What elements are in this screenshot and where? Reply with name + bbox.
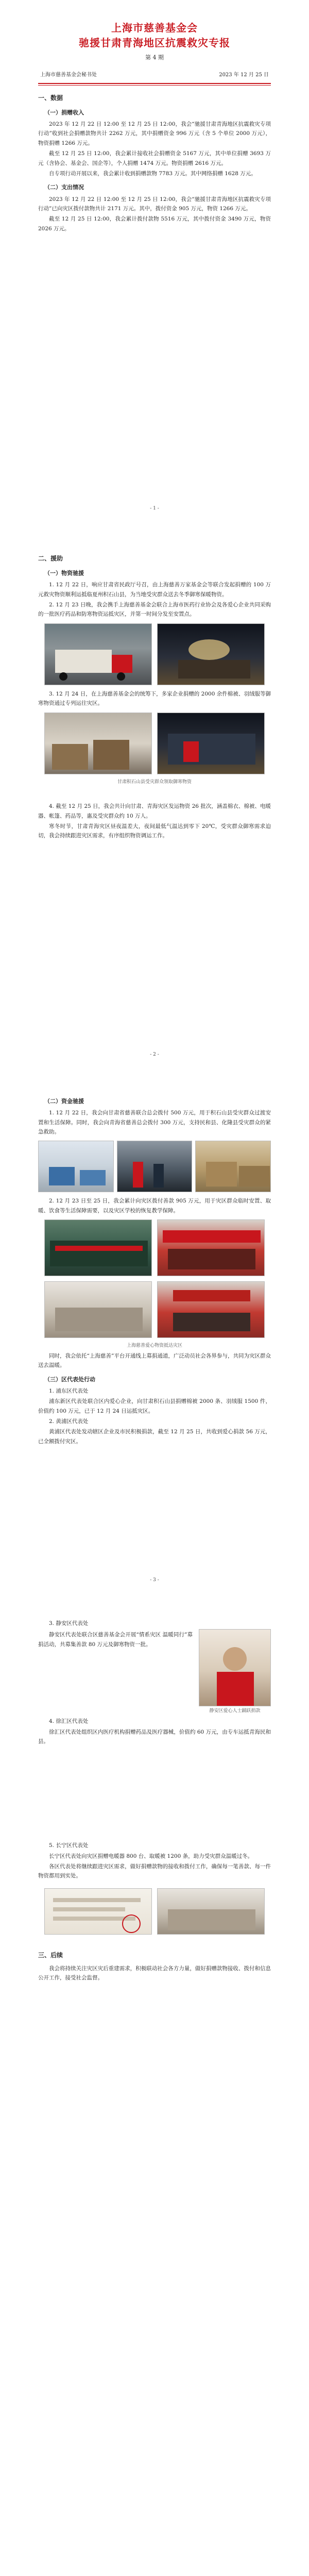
paragraph: 1. 12 月 22 日，响应甘肃省民政厅号召，由上海慈善万家基金会等联合发起捐赠的 100 万元救灾物资顺利运抵临夏州积石山县，为当地受灾群众送去冬季御寒保暖物资。 <box>38 582 271 598</box>
photo-receipt <box>44 1888 152 1935</box>
photo-distribution <box>117 1141 193 1192</box>
paragraph: 4. 徐汇区代表处 <box>49 1718 89 1725</box>
page-3 <box>21 1072 288 1597</box>
page-number: - 2 - <box>150 1052 159 1058</box>
publisher-row <box>38 71 271 82</box>
paragraph: 3. 12 月 24 日，在上海慈善基金会的统筹下，多家企业捐赠的 2000 余件棉被、羽绒服等御寒物资通过专列运往灾区。 <box>38 690 271 707</box>
paragraph: 静安区代表处联合区慈善基金会开展“情系灾区 温暖同行”募捐活动，共募集善款 80 万元及御寒物资一批。 <box>38 1632 193 1648</box>
report-title: 驰援甘肃青海地区抗震救灾专报 <box>79 37 230 49</box>
page-1 <box>21 0 288 526</box>
subheading-goods: （一）物资驰援 <box>44 570 84 577</box>
paragraph: 截至 12 月 25 日 12:00，我会累计拨付款物 5516 万元，其中拨付资金 3490 万元，物资 2026 万元。 <box>38 216 271 232</box>
photo-warehouse <box>44 713 152 774</box>
paragraph: 1. 12 月 22 日，我会向甘肃省慈善联合总会拨付 500 万元，用于积石山县受灾群众过渡安置和生活保障。同时，我会向青海省慈善总会拨付 300 万元，支持民和县、化隆县受灾群众的紧急救助。 <box>38 1110 271 1135</box>
paragraph: 我会将持续关注灾区灾后重建需求，积极联动社会各方力量，做好捐赠款物接收、拨付和信息公开工作，接受社会监督。 <box>38 1965 271 1981</box>
photo-loading <box>157 713 265 774</box>
paragraph: 浦东新区代表处联合区内爱心企业，向甘肃积石山县捐赠棉被 2000 条、羽绒服 1500 件，价值约 100 万元，已于 12 月 24 日运抵灾区。 <box>38 1398 271 1414</box>
photo-hall <box>44 1281 152 1338</box>
photo-trucks <box>44 623 152 685</box>
paragraph: 2. 黄浦区代表处 <box>49 1418 89 1425</box>
masthead <box>38 0 271 62</box>
publisher: 上海市慈善基金会秘书处 <box>40 72 97 78</box>
section-heading-data: 一、数据 <box>38 94 63 101</box>
subheading-funds: （二）资金驰援 <box>44 1098 84 1105</box>
paragraph: 自专项行动开展以来，我会累计收到捐赠款物 7783 万元。其中网络捐赠 1628 万元。 <box>49 170 256 177</box>
page-4 <box>21 1597 288 2576</box>
photo-grid <box>44 623 265 685</box>
subheading-districts: （三）区代表处行动 <box>44 1376 95 1383</box>
paragraph: 1. 浦东区代表处 <box>49 1387 89 1394</box>
subheading-income: （一）捐赠收入 <box>44 109 84 116</box>
header-rule-thin <box>38 85 271 86</box>
paragraph: 黄浦区代表处发动辖区企业及市民积极捐款，截至 12 月 25 日，共收到爱心捐款 56 万元，已全额拨付灾区。 <box>38 1429 271 1445</box>
subheading-expense: （二）支出情况 <box>44 184 84 191</box>
photo-banner-team <box>157 1219 265 1276</box>
paragraph: 截至 12 月 25 日 12:00，我会累计接收社会捐赠资金 5167 万元，其中单位捐赠 3693 万元（含协会、基金会、国企等），个人捐赠 1474 万元。物资捐赠 2616 万元。 <box>38 150 271 166</box>
paragraph: 长宁区代表处向灾区捐赠电暖器 800 台、取暖被 1200 条，助力受灾群众温暖过冬。 <box>49 1853 253 1859</box>
section-heading-followup: 三、后续 <box>38 1951 63 1959</box>
photo-caption: 上海慈善爱心物资抵达灾区 <box>126 1343 182 1349</box>
paragraph: 2023 年 12 月 22 日 12:00 至 12 月 25 日 12:00，我会“驰援甘肃青海地区抗震救灾专项行动”收到社会捐赠款物共计 2262 万元，其中捐赠资金 996 万元（含 5 个单位 2000 万元），物资捐赠 1266 万元。 <box>38 121 271 146</box>
photo-caption: 静安区爱心人士踊跃捐款 <box>209 1708 261 1714</box>
report-org: 上海市慈善基金会 <box>111 22 198 34</box>
photo-ceremony <box>157 1281 265 1338</box>
page-2 <box>21 526 288 1072</box>
paragraph: 2023 年 12 月 22 日 12:00 至 12 月 25 日 12:00，我会“驰援甘肃青海地区抗震救灾专项行动”已向灾区拨付款物共计 2171 万元。其中，拨付资金 905 万元，物资 1266 万元。 <box>38 196 271 212</box>
paragraph: 同时，我会依托“上海慈善”平台开通线上募捐通道，广泛动员社会各界参与，共同为灾区群众送去温暖。 <box>38 1352 271 1369</box>
photo-grid <box>44 1219 265 1338</box>
paragraph: 徐汇区代表处组织区内医疗机构捐赠药品及医疗器械，价值约 60 万元，由专车运抵青海民和县。 <box>38 1728 271 1744</box>
section-heading-aid: 二、援助 <box>38 555 63 562</box>
publish-date: 2023 年 12 月 25 日 <box>219 72 269 78</box>
photo-donor <box>199 1629 271 1706</box>
photo-grid <box>44 713 265 774</box>
paragraph-with-photo <box>38 1629 271 1716</box>
header-rule <box>38 83 271 84</box>
paragraph: 各区代表处将继续跟进灾区需求，做好捐赠款物的接收和拨付工作，确保每一笔善款、每一件物资都用到实处。 <box>38 1863 271 1879</box>
photo-train <box>44 1219 152 1276</box>
paragraph: 寒冬时节，甘肃青海灾区昼夜温差大，夜间最低气温达到零下 20℃，受灾群众御寒需求迫切，我会持续跟进灾区需求，有序组织物资调运工作。 <box>38 823 271 839</box>
photo-snow-tents <box>38 1141 114 1192</box>
paragraph: 5. 长宁区代表处 <box>49 1842 89 1849</box>
issue-number: 第 4 期 <box>145 54 164 61</box>
photo-stock <box>157 1888 265 1935</box>
photo-night-unload <box>157 623 265 685</box>
paragraph: 2. 12 月 23 日晚，我会携手上海慈善基金会联合上海市医药行业协会及各爱心企业共同采购的一批医疗药品和防寒物资运抵灾区，并第一时间分发至安置点。 <box>38 602 271 618</box>
photo-caption: 甘肃积石山县受灾群众领取御寒物资 <box>117 779 192 785</box>
photo-supplies <box>195 1141 271 1192</box>
paragraph: 4. 截至 12 月 25 日，我会共计向甘肃、青海灾区发运物资 26 批次，涵盖棉衣、棉被、电暖器、帐篷、药品等，惠及受灾群众约 10 万人。 <box>38 803 271 819</box>
paragraph: 3. 静安区代表处 <box>49 1620 89 1626</box>
page-number: - 1 - <box>150 506 159 512</box>
page-number: - 3 - <box>150 1578 159 1583</box>
photo-grid <box>38 1141 271 1192</box>
photo-grid <box>44 1888 265 1935</box>
paragraph: 2. 12 月 23 日至 25 日，我会累计向灾区拨付善款 905 万元，用于灾区群众临时安置、取暖、饮食等生活保障需要，以及灾区学校的恢复教学保障。 <box>38 1198 271 1214</box>
